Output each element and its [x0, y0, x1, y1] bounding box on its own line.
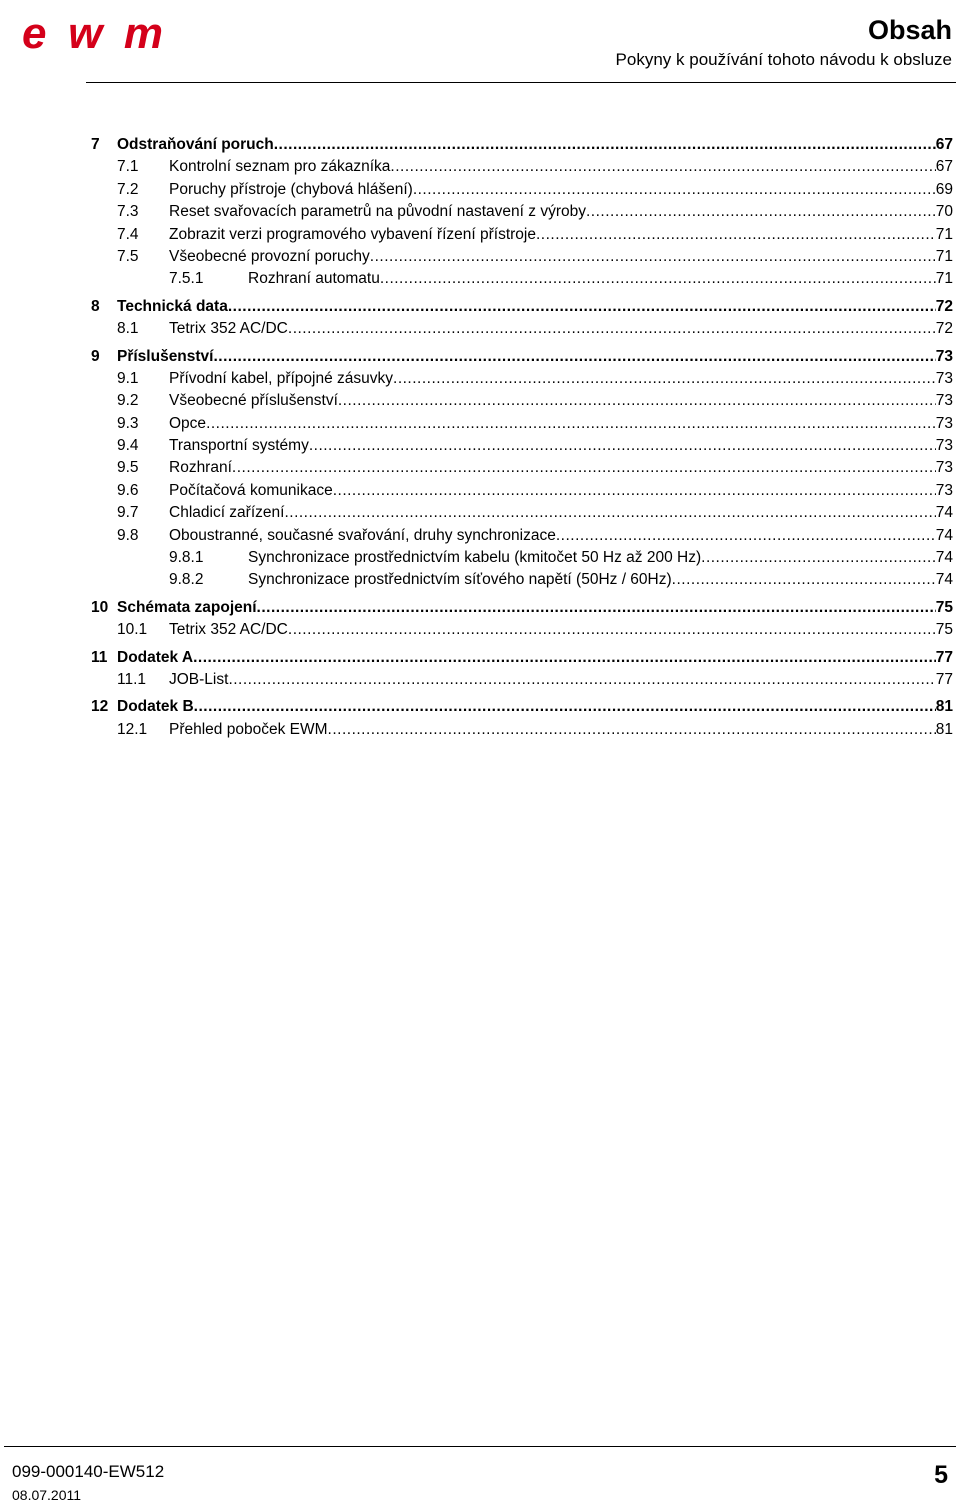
page-title: Obsah: [867, 15, 952, 45]
toc-dot-leader: [274, 134, 936, 156]
document-date: 08.07.2011: [12, 1487, 82, 1503]
toc-dot-leader: [228, 296, 936, 318]
toc-entry-title: Technická data: [117, 297, 228, 315]
toc-dot-leader: [288, 318, 936, 340]
toc-entry-page: 73: [935, 481, 953, 499]
toc-entry-page: 67: [935, 158, 953, 176]
toc-entry[interactable]: [91, 156, 953, 178]
toc-dot-leader: [193, 647, 936, 669]
toc-entry[interactable]: [91, 268, 953, 290]
toc-entry-number: 7.4: [117, 225, 139, 243]
page-subtitle: Pokyny k používání tohoto návodu k obsluze: [615, 50, 952, 69]
toc-entry[interactable]: [91, 346, 953, 368]
logo-text: ewm: [22, 9, 160, 56]
toc-entry-number: 7.5: [117, 247, 139, 265]
toc-entry[interactable]: [91, 597, 953, 619]
toc-entry-number: 7.5.1: [169, 270, 204, 288]
toc-entry-page: 71: [935, 270, 953, 288]
toc-entry-number: 9.8.1: [169, 549, 204, 567]
toc-entry-title: Tetrix 352 AC/DC: [169, 320, 288, 338]
toc-entry[interactable]: [91, 201, 953, 223]
toc-entry[interactable]: [91, 525, 953, 547]
toc-dot-leader: [194, 696, 936, 718]
toc-entry-title: Opce: [169, 414, 207, 432]
toc-entry-number: 9.3: [117, 414, 139, 432]
toc-entry-title: Příslušenství: [117, 347, 214, 365]
footer-divider: [4, 1446, 956, 1447]
toc-entry-title: Synchronizace prostřednictvím kabelu (kmitočet 50 Hz až 200 Hz): [248, 549, 702, 567]
toc-entry-page: 72: [935, 320, 953, 338]
toc-entry-title: Kontrolní seznam pro zákazníka: [169, 158, 391, 176]
toc-entry-title: Rozhraní: [169, 459, 232, 477]
toc-entry-title: Přehled poboček EWM: [169, 720, 328, 738]
toc-entry-page: 74: [935, 549, 953, 567]
toc-entry-page: 73: [935, 459, 953, 477]
toc-entry-page: 81: [935, 698, 953, 716]
toc-entry-number: 11: [91, 648, 108, 666]
toc-entry-number: 10: [91, 598, 109, 616]
toc-entry-title: Dodatek B: [117, 698, 194, 716]
toc-entry-title: Transportní systémy: [169, 437, 309, 455]
toc-dot-leader: [309, 435, 936, 457]
toc-entry-number: 11.1: [117, 670, 147, 688]
toc-dot-leader: [214, 346, 936, 368]
toc-entry-title: Poruchy přístroje (chybová hlášení): [169, 180, 413, 198]
toc-dot-leader: [338, 390, 936, 412]
toc-entry-title: JOB-List: [169, 670, 229, 688]
toc-entry[interactable]: [91, 669, 953, 691]
toc-entry-page: 73: [935, 392, 953, 410]
toc-entry-page: 71: [935, 225, 953, 243]
toc-entry[interactable]: [91, 368, 953, 390]
toc-dot-leader: [380, 268, 936, 290]
toc-entry-page: 77: [935, 648, 953, 666]
document-code: 099-000140-EW512: [12, 1462, 165, 1481]
toc-entry[interactable]: [91, 502, 953, 524]
toc-entry-title: Reset svařovacích parametrů na původní nastavení z výroby: [169, 203, 586, 221]
toc-entry-page: 73: [935, 414, 953, 432]
toc-entry[interactable]: [91, 318, 953, 340]
toc-entry[interactable]: [91, 719, 953, 741]
toc-dot-leader: [257, 597, 936, 619]
toc-entry-page: 69: [935, 180, 953, 198]
toc-dot-leader: [413, 179, 936, 201]
toc-entry-number: 8.1: [117, 320, 139, 338]
toc-entry-number: 8: [91, 297, 100, 315]
toc-entry-number: 10.1: [117, 621, 148, 639]
toc-entry-title: Počítačová komunikace: [169, 481, 333, 499]
toc-entry[interactable]: [91, 547, 953, 569]
toc-entry-number: 9.5: [117, 459, 139, 477]
page-number: 5: [934, 1461, 948, 1489]
toc-entry-title: Dodatek A: [117, 648, 194, 666]
toc-dot-leader: [586, 201, 936, 223]
toc-entry[interactable]: [91, 413, 953, 435]
toc-entry-number: 7.2: [117, 180, 139, 198]
toc-entry-page: 73: [935, 369, 953, 387]
toc-entry-title: Všeobecné příslušenství: [169, 392, 338, 410]
toc-entry[interactable]: [91, 480, 953, 502]
toc-dot-leader: [672, 569, 936, 591]
toc-entry-page: 71: [935, 247, 953, 265]
toc-dot-leader: [333, 480, 936, 502]
toc-entry-page: 75: [935, 598, 953, 616]
toc-dot-leader: [228, 669, 935, 691]
toc-entry[interactable]: [91, 246, 953, 268]
toc-entry-page: 73: [935, 437, 953, 455]
toc-dot-leader: [206, 413, 936, 435]
toc-entry-title: Přívodní kabel, přípojné zásuvky: [169, 369, 394, 387]
toc-dot-leader: [393, 368, 936, 390]
toc-dot-leader: [390, 156, 935, 178]
toc-entry[interactable]: [91, 296, 953, 318]
toc-entry-number: 9.7: [117, 504, 139, 522]
toc-entry-title: Všeobecné provozní poruchy: [169, 247, 370, 265]
toc-entry-number: 9.8: [117, 526, 139, 544]
toc-entry[interactable]: [91, 569, 953, 591]
toc-entry[interactable]: [91, 619, 953, 641]
table-of-contents: [91, 134, 953, 741]
toc-entry-page: 74: [935, 504, 953, 522]
toc-entry-number: 7.1: [117, 158, 139, 176]
toc-entry-number: 9.4: [117, 437, 139, 455]
toc-entry-page: 81: [935, 720, 953, 738]
header-divider: [86, 82, 956, 83]
toc-entry[interactable]: [91, 179, 953, 201]
toc-entry[interactable]: [91, 647, 953, 669]
toc-entry-number: 9.2: [117, 392, 139, 410]
toc-entry-number: 9.8.2: [169, 571, 204, 589]
toc-entry-number: 9: [91, 347, 100, 365]
toc-entry-number: 9.1: [117, 369, 139, 387]
toc-entry-page: 74: [935, 571, 953, 589]
ewm-logo: [22, 6, 162, 56]
toc-entry-number: 7.3: [117, 203, 139, 221]
toc-entry[interactable]: [91, 390, 953, 412]
toc-dot-leader: [288, 619, 936, 641]
toc-entry-page: 67: [935, 136, 953, 153]
toc-entry-number: 7: [91, 136, 100, 153]
toc-entry-number: 12.1: [117, 720, 148, 738]
toc-entry-page: 74: [935, 526, 953, 544]
toc-entry-title: Tetrix 352 AC/DC: [169, 621, 288, 639]
toc-entry[interactable]: [91, 696, 953, 718]
toc-entry-title: Zobrazit verzi programového vybavení řízení přístroje: [169, 225, 536, 243]
toc-entry[interactable]: [91, 134, 953, 156]
toc-dot-leader: [284, 502, 935, 524]
toc-entry[interactable]: [91, 224, 953, 246]
toc-entry-title: Schémata zapojení: [117, 598, 257, 616]
toc-entry-number: 9.6: [117, 481, 139, 499]
toc-dot-leader: [701, 547, 936, 569]
toc-dot-leader: [328, 719, 936, 741]
toc-entry[interactable]: [91, 435, 953, 457]
toc-dot-leader: [536, 224, 936, 246]
toc-entry-page: 72: [935, 297, 953, 315]
toc-entry-page: 77: [935, 670, 953, 688]
toc-entry-number: 12: [91, 698, 109, 716]
toc-entry-page: 70: [935, 203, 953, 221]
toc-entry-page: 75: [935, 621, 953, 639]
toc-entry-title: Rozhraní automatu: [248, 270, 380, 288]
toc-entry-title: Odstraňování poruch: [117, 136, 274, 153]
toc-entry-title: Synchronizace prostřednictvím síťového napětí (50Hz / 60Hz): [248, 571, 672, 589]
toc-dot-leader: [370, 246, 936, 268]
toc-entry-page: 73: [935, 347, 953, 365]
toc-entry[interactable]: [91, 457, 953, 479]
toc-entry-title: Chladicí zařízení: [169, 504, 285, 522]
toc-dot-leader: [556, 525, 936, 547]
toc-entry-title: Oboustranné, současné svařování, druhy synchronizace: [169, 526, 556, 544]
toc-dot-leader: [232, 457, 936, 479]
